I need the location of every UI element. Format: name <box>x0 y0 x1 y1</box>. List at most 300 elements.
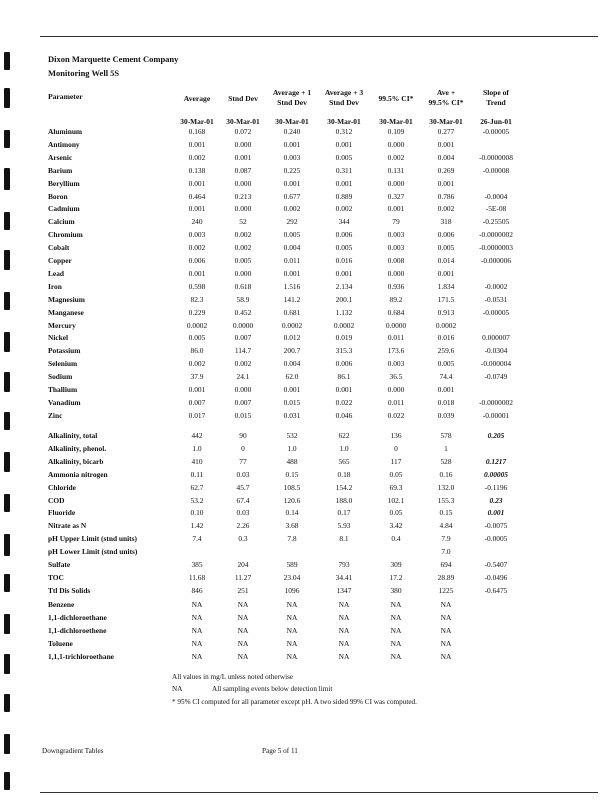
parameter-name: 1,1,1-trichloroethane <box>48 651 114 661</box>
table-cell: -0.25505 <box>482 217 510 227</box>
table-cell: 0.015 <box>283 397 301 407</box>
table-cell: 1 <box>444 443 448 453</box>
table-cell: 0.046 <box>335 410 353 420</box>
table-cell: -0.0004 <box>484 191 508 201</box>
table-cell: NA <box>390 600 402 609</box>
table-cell: NA <box>338 600 350 609</box>
parameter-name: Boron <box>48 191 68 201</box>
table-cell: 2.134 <box>335 281 353 291</box>
table-row <box>0 546 612 558</box>
col-average: Average <box>183 94 211 103</box>
table-row <box>0 332 612 344</box>
table-cell: NA <box>237 600 249 609</box>
table-cell: 532 <box>286 431 298 440</box>
table-cell: 1.0 <box>192 443 202 453</box>
date-std-dev: 30-Mar-01 <box>226 117 260 126</box>
parameter-name: Manganese <box>48 307 84 317</box>
table-cell: 694 <box>440 560 452 569</box>
table-cell: 0.005 <box>234 256 252 265</box>
table-cell: 0.240 <box>283 127 301 136</box>
table-cell: 0.072 <box>234 127 252 136</box>
date-average: 30-Mar-01 <box>180 117 214 126</box>
parameter-name: Sodium <box>48 372 73 382</box>
table-cell: 0.000 <box>234 268 252 278</box>
table-cell: 11.68 <box>188 572 206 582</box>
table-cell: 0.213 <box>234 191 252 201</box>
table-cell: 141.2 <box>283 294 301 304</box>
table-cell: 77 <box>239 456 247 466</box>
table-cell: 565 <box>338 456 350 466</box>
table-cell: 0.005 <box>188 333 206 343</box>
table-cell: 0.001 <box>283 178 301 188</box>
table-cell: 0.001 <box>437 178 455 188</box>
table-cell: 0.001 <box>188 204 206 214</box>
table-cell: 622 <box>338 431 350 440</box>
table-cell: 0.018 <box>437 397 455 407</box>
col-ci: 99.5% CI* <box>378 94 414 103</box>
table-row <box>0 469 612 481</box>
table-cell: 442 <box>191 431 203 440</box>
na-key: NA <box>172 685 183 693</box>
table-cell: 0.015 <box>234 410 252 420</box>
table-row <box>0 384 612 396</box>
parameter-name: 1,1-dichloroethene <box>48 625 107 635</box>
table-cell: 0.001 <box>188 385 206 394</box>
table-cell: NA <box>286 625 298 635</box>
table-cell: 240 <box>191 217 203 227</box>
table-cell: 0.4 <box>391 534 401 544</box>
table-cell: NA <box>390 651 402 661</box>
table-cell: 0.004 <box>283 359 301 369</box>
table-cell: 292 <box>286 217 298 227</box>
table-cell: 0.022 <box>335 397 353 407</box>
table-cell: 318 <box>440 217 452 227</box>
table-cell: 0.598 <box>188 281 206 291</box>
table-cell: -0.0005 <box>484 534 508 544</box>
table-row <box>0 430 612 442</box>
table-cell: 589 <box>286 560 298 569</box>
table-cell: NA <box>237 612 249 622</box>
table-row <box>0 612 612 624</box>
table-row <box>0 178 612 190</box>
table-cell: 69.3 <box>389 482 403 492</box>
table-cell: -0.1196 <box>484 482 508 492</box>
table-cell: NA <box>191 638 203 648</box>
table-cell: 1.0 <box>339 443 349 453</box>
parameter-name: Lead <box>48 268 65 278</box>
table-cell: 17.2 <box>389 572 403 582</box>
table-cell: NA <box>286 638 298 648</box>
table-row <box>0 268 612 280</box>
table-cell: 200.7 <box>283 346 301 356</box>
table-cell: 0.001 <box>283 385 301 394</box>
table-cell: -0.0749 <box>484 372 508 382</box>
table-cell: 0.031 <box>283 410 301 420</box>
table-cell: 0.229 <box>188 307 206 317</box>
table-cell: 0.11 <box>190 469 204 479</box>
table-cell: 0.012 <box>283 333 301 343</box>
table-cell: 0.327 <box>387 191 405 201</box>
table-row <box>0 242 612 254</box>
table-cell: 1.516 <box>283 281 301 291</box>
table-cell: 0.684 <box>387 307 405 317</box>
table-row <box>0 345 612 357</box>
table-cell: 0.003 <box>283 152 301 162</box>
table-cell: NA <box>390 638 402 648</box>
table-row <box>0 599 612 611</box>
table-cell: 0.17 <box>337 508 351 518</box>
table-cell: 1096 <box>284 585 300 595</box>
table-cell: 0.109 <box>387 127 405 136</box>
table-cell: -0.0496 <box>484 572 508 582</box>
table-cell: NA <box>237 638 249 648</box>
table-row <box>0 638 612 650</box>
table-cell: 315.3 <box>335 346 353 356</box>
table-cell: 45.7 <box>236 482 250 492</box>
table-cell: 36.5 <box>389 372 403 382</box>
table-cell: 0.311 <box>335 165 353 175</box>
parameter-name: Aluminum <box>48 127 83 136</box>
col-avg-plus-1-line2: Stnd Dev <box>277 98 307 107</box>
table-cell: 0.0002 <box>281 320 303 330</box>
table-cell: 0.0002 <box>435 320 457 330</box>
parameter-name: Sulfate <box>48 560 71 569</box>
table-cell: -0.00008 <box>482 165 510 175</box>
table-cell: NA <box>440 625 452 635</box>
table-cell: NA <box>191 612 203 622</box>
table-cell: 62.7 <box>190 482 204 492</box>
parameter-name: Ttl Dis Solids <box>48 585 91 595</box>
parameter-name: TOC <box>48 572 64 582</box>
table-cell: -0.0002 <box>484 281 508 291</box>
table-row <box>0 191 612 203</box>
table-cell: 0.913 <box>437 307 455 317</box>
well-name: Monitoring Well 5S <box>48 68 120 78</box>
table-cell: -0.0000003 <box>479 243 513 253</box>
table-row <box>0 456 612 468</box>
table-cell: 34.41 <box>335 572 353 582</box>
table-cell: 204 <box>237 560 249 569</box>
table-cell: 0.011 <box>283 256 301 265</box>
table-cell: 0.131 <box>387 165 405 175</box>
table-cell: 0.006 <box>335 359 353 369</box>
table-cell: -0.0531 <box>484 294 508 304</box>
table-cell: NA <box>338 638 350 648</box>
table-row <box>0 559 612 571</box>
binder-hole <box>4 694 10 712</box>
table-cell: 0.005 <box>283 230 301 240</box>
table-cell: 0.002 <box>234 359 252 369</box>
table-row <box>0 320 612 332</box>
table-cell: NA <box>338 651 350 661</box>
table-cell: 0.003 <box>387 243 405 253</box>
table-cell: 171.5 <box>437 294 455 304</box>
date-avg-plus-3: 30-Mar-01 <box>327 117 361 126</box>
table-cell: 0.3 <box>238 534 248 544</box>
table-cell: NA <box>191 600 203 609</box>
table-cell: 0.002 <box>283 204 301 214</box>
table-cell: 0 <box>394 443 398 453</box>
table-cell: 53.2 <box>190 495 204 505</box>
table-cell: 24.1 <box>236 372 250 382</box>
table-row <box>0 443 612 455</box>
table-cell: NA <box>338 612 350 622</box>
table-cell: 0.014 <box>437 256 455 265</box>
ci-note: * 95% CI computed for all parameter except pH. A two sided 99% CI was computed. <box>172 698 417 706</box>
table-cell: 0.016 <box>437 333 455 343</box>
table-cell: -0.000006 <box>480 256 512 265</box>
table-cell: 0.003 <box>188 230 206 240</box>
table-cell: 0.019 <box>335 333 353 343</box>
date-avg-plus-1: 30-Mar-01 <box>275 117 309 126</box>
table-row <box>0 294 612 306</box>
table-cell: 155.3 <box>437 495 455 505</box>
table-cell: NA <box>440 651 452 661</box>
table-cell: 309 <box>390 560 402 569</box>
table-cell: 0.002 <box>188 243 206 253</box>
table-cell: -0.0304 <box>484 346 508 356</box>
table-cell: 0.10 <box>190 508 204 518</box>
binder-hole <box>4 52 10 70</box>
table-cell: 0.000 <box>234 385 252 394</box>
parameter-name: Iron <box>48 281 62 291</box>
table-cell: 0.022 <box>387 410 405 420</box>
parameter-name: Alkalinity, phenol. <box>48 443 107 453</box>
table-cell: 0.205 <box>487 431 505 440</box>
table-row <box>0 229 612 241</box>
table-cell: 0.001 <box>188 139 206 149</box>
table-cell: 846 <box>191 585 203 595</box>
table-cell: 0.006 <box>437 230 455 240</box>
table-cell: 0.002 <box>437 204 455 214</box>
table-cell: 1347 <box>336 585 352 595</box>
table-cell: 0.001 <box>437 268 455 278</box>
table-cell: 0.017 <box>188 410 206 420</box>
table-cell: NA <box>440 600 452 609</box>
table-row <box>0 397 612 409</box>
table-cell: 578 <box>440 431 452 440</box>
table-cell: 385 <box>191 560 203 569</box>
table-cell: 0.936 <box>387 281 405 291</box>
col-avg-plus-3-line2: Stnd Dev <box>329 98 359 107</box>
table-cell: -0.6475 <box>484 585 508 595</box>
parameter-name: Benzene <box>48 600 75 609</box>
table-cell: 0.277 <box>437 127 455 136</box>
units-note: All values in mg/L unless noted otherwise <box>172 673 294 681</box>
table-cell: 7.4 <box>192 534 202 544</box>
parameter-name: Antimony <box>48 139 80 149</box>
table-cell: -0.00005 <box>482 307 510 317</box>
table-cell: 0.168 <box>188 127 206 136</box>
parameter-name: Cadmium <box>48 204 80 214</box>
table-cell: -0.000004 <box>480 359 512 369</box>
col-avg-plus-3 <box>318 88 370 108</box>
date-ci: 30-Mar-01 <box>379 117 413 126</box>
table-cell: 0.001 <box>437 385 455 394</box>
table-cell: 0.00005 <box>483 469 509 479</box>
parameter-name: Alkalinity, bicarb <box>48 456 104 466</box>
table-cell: 259.6 <box>437 346 455 356</box>
table-cell: 0.618 <box>234 281 252 291</box>
table-cell: 0.001 <box>283 139 301 149</box>
table-cell: 0.0002 <box>333 320 355 330</box>
table-cell: 488 <box>286 456 298 466</box>
table-row <box>0 520 612 532</box>
table-cell: 117 <box>390 456 402 466</box>
table-cell: 0.000 <box>387 139 405 149</box>
table-row <box>0 281 612 293</box>
table-cell: NA <box>286 651 298 661</box>
table-cell: 37.9 <box>190 372 204 382</box>
table-cell: 0.007 <box>188 397 206 407</box>
table-cell: 0.889 <box>335 191 353 201</box>
table-cell: 0.001 <box>387 204 405 214</box>
parameter-name: Arsenic <box>48 152 73 162</box>
table-cell: 528 <box>440 456 452 466</box>
table-cell: 58.9 <box>236 294 250 304</box>
parameter-name: Cobalt <box>48 243 70 253</box>
table-cell: 0.786 <box>437 191 455 201</box>
table-cell: 0.001 <box>188 268 206 278</box>
col-std-dev: Stnd Dev <box>228 94 258 103</box>
table-cell: NA <box>390 612 402 622</box>
table-cell: 0.039 <box>437 410 455 420</box>
table-cell: 11.27 <box>234 572 252 582</box>
table-row <box>0 165 612 177</box>
table-cell: 0.005 <box>335 152 353 162</box>
table-cell: 0.002 <box>335 204 353 214</box>
table-cell: 0.004 <box>437 152 455 162</box>
table-cell: 82.3 <box>190 294 204 304</box>
table-cell: 1.0 <box>287 443 297 453</box>
table-cell: 0.000 <box>387 268 405 278</box>
table-cell: 0.087 <box>234 165 252 175</box>
parameter-name: Fluoride <box>48 508 76 518</box>
table-row <box>0 126 612 138</box>
col-avg-plus-1-line1: Average + 1 <box>272 88 312 97</box>
table-row <box>0 255 612 267</box>
table-cell: 1225 <box>438 585 454 595</box>
parameter-name: Beryllium <box>48 178 80 188</box>
table-cell: 0.23 <box>489 495 503 505</box>
date-ave-ci: 30-Mar-01 <box>429 117 463 126</box>
table-cell: -0.5407 <box>484 560 508 569</box>
na-note: All sampling events below detection limit <box>212 685 333 693</box>
table-cell: 7.9 <box>441 534 451 544</box>
table-cell: 1.42 <box>190 521 204 531</box>
table-cell: 0.001 <box>487 508 505 518</box>
table-cell: 5.93 <box>337 521 351 531</box>
table-cell: 136 <box>390 431 402 440</box>
parameter-name: Barium <box>48 165 73 175</box>
col-avg-plus-1 <box>266 88 318 108</box>
parameter-name: pH Upper Limit (stnd units) <box>48 534 137 544</box>
table-cell: NA <box>286 600 298 609</box>
table-cell: 0.16 <box>439 469 453 479</box>
table-cell: -5E-08 <box>485 204 507 214</box>
table-cell: NA <box>440 638 452 648</box>
parameter-name: COD <box>48 495 65 505</box>
table-cell: 0.005 <box>437 359 455 369</box>
parameter-name: Nitrate as N <box>48 521 87 531</box>
table-row <box>0 216 612 228</box>
table-cell: -0.0075 <box>484 521 508 531</box>
table-cell: 8.1 <box>339 534 349 544</box>
table-cell: 0.002 <box>234 230 252 240</box>
parameter-name: Ammonia nitrogen <box>48 469 108 479</box>
table-cell: 0.15 <box>439 508 453 518</box>
table-cell: 0.016 <box>335 256 353 265</box>
col-ave-ci-line2: 99.5% CI* <box>428 98 464 107</box>
parameter-name: Alkalinity, total <box>48 431 98 440</box>
table-cell: NA <box>286 612 298 622</box>
table-cell: 0.001 <box>335 385 353 394</box>
table-cell: 0.002 <box>188 359 206 369</box>
table-cell: 1.834 <box>437 281 455 291</box>
table-cell: 0.225 <box>283 165 301 175</box>
parameter-name: Zinc <box>48 410 63 420</box>
table-cell: 0.011 <box>387 397 405 407</box>
table-cell: 90 <box>239 431 247 440</box>
table-cell: 62.0 <box>285 372 299 382</box>
table-cell: 0.000 <box>234 178 252 188</box>
table-cell: 0.0000 <box>385 320 407 330</box>
col-slope <box>470 88 522 108</box>
table-cell: NA <box>390 625 402 635</box>
table-cell: 0.14 <box>285 508 299 518</box>
table-cell: NA <box>191 625 203 635</box>
parameter-name: Vanadium <box>48 397 81 407</box>
table-cell: 0.002 <box>387 152 405 162</box>
table-cell: 114.7 <box>234 346 252 356</box>
table-cell: 4.84 <box>439 521 453 531</box>
col-parameter: Parameter <box>48 92 83 101</box>
table-cell: 0.006 <box>335 230 353 240</box>
parameter-name: Copper <box>48 256 72 265</box>
table-cell: 0.18 <box>337 469 351 479</box>
table-cell: 2.26 <box>236 521 250 531</box>
table-cell: 0.452 <box>234 307 252 317</box>
table-cell: 0.000 <box>387 385 405 394</box>
parameter-name: Chloride <box>48 482 76 492</box>
table-cell: 0.001 <box>437 139 455 149</box>
table-cell: 0.003 <box>387 359 405 369</box>
table-cell: 0.001 <box>283 268 301 278</box>
table-cell: 7.0 <box>441 547 451 557</box>
table-cell: 0.000 <box>234 139 252 149</box>
table-cell: 52 <box>239 217 247 227</box>
table-row <box>0 203 612 215</box>
binder-hole <box>4 88 10 108</box>
table-cell: 0.006 <box>188 256 206 265</box>
table-cell: 7.8 <box>287 534 297 544</box>
table-row <box>0 651 612 663</box>
table-row <box>0 410 612 422</box>
parameter-name: Mercury <box>48 320 76 330</box>
table-row <box>0 371 612 383</box>
table-cell: 0.464 <box>188 191 206 201</box>
parameter-name: Calcium <box>48 217 75 227</box>
binder-hole <box>4 772 10 790</box>
table-row <box>0 507 612 519</box>
table-cell: 23.04 <box>283 572 301 582</box>
table-cell: 67.4 <box>236 495 250 505</box>
table-cell: 0.269 <box>437 165 455 175</box>
table-cell: NA <box>440 612 452 622</box>
table-cell: 0.05 <box>389 508 403 518</box>
table-cell: 102.1 <box>387 495 405 505</box>
col-ave-ci-line1: Ave + <box>436 88 456 97</box>
